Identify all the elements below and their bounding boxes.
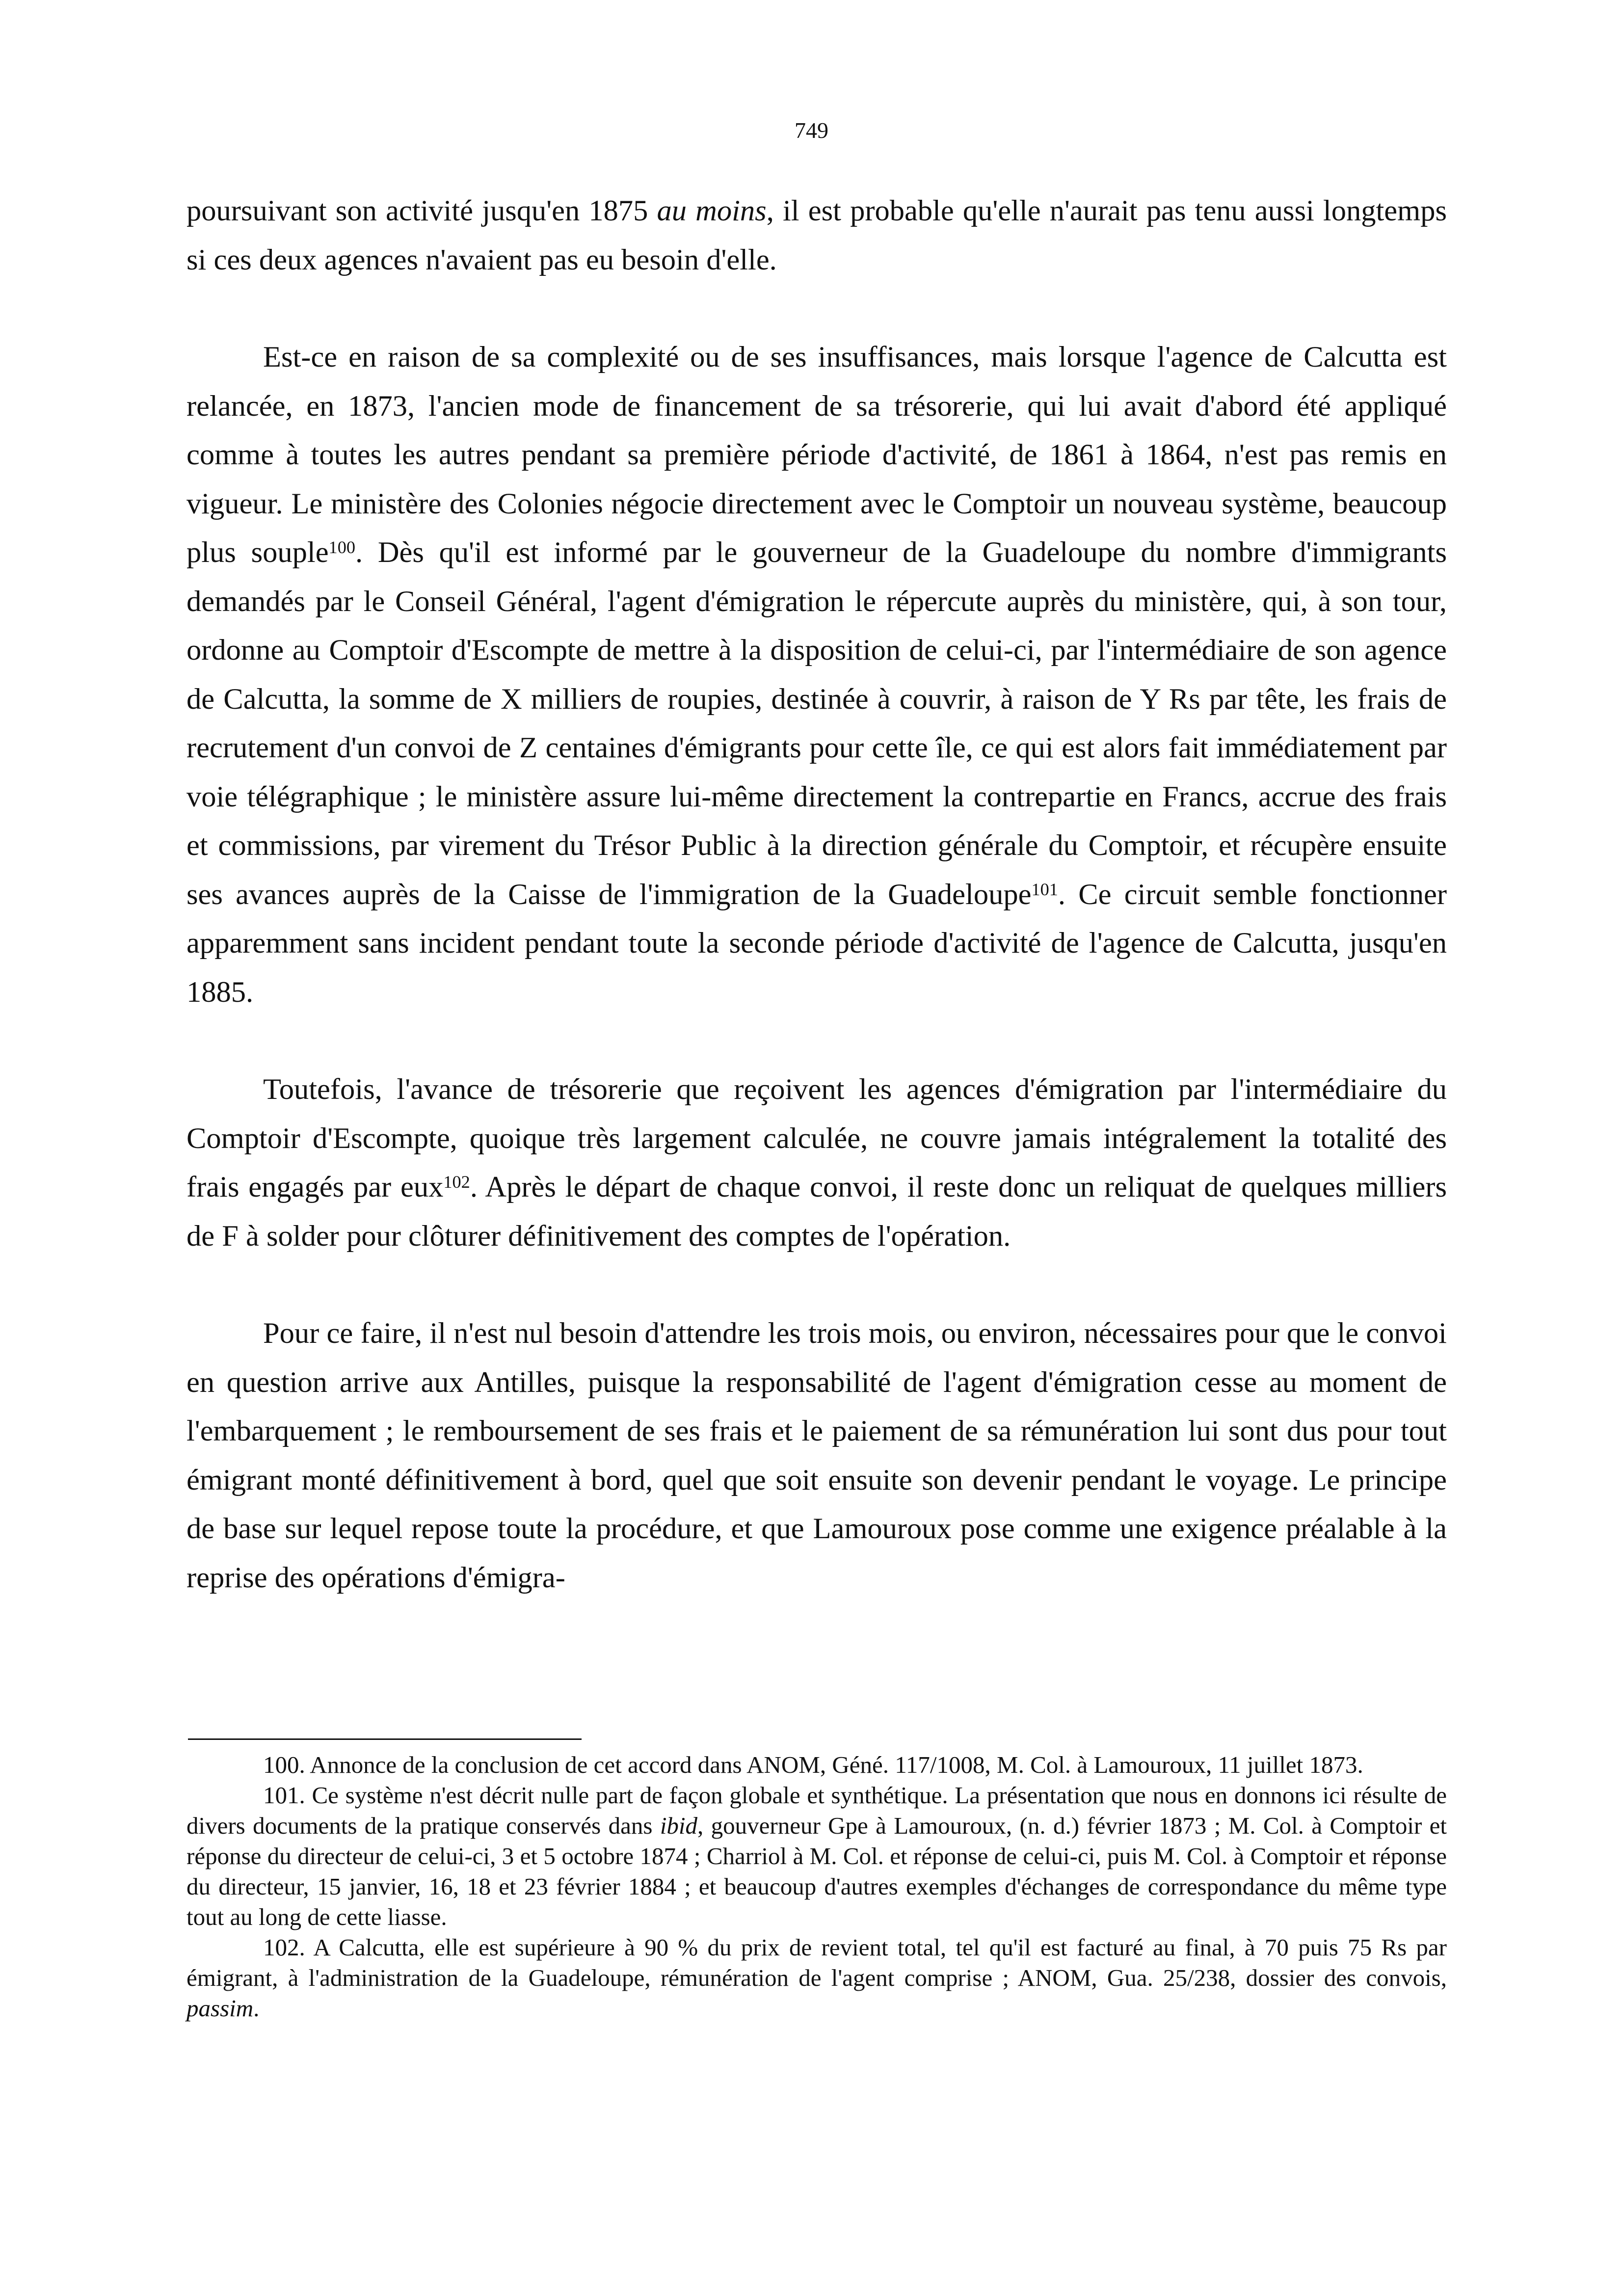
footnotes [186,1750,1447,2024]
footnote-102 [186,1932,1447,2024]
footnote-text: 100. Annonce de la conclusion de cet accord dans ANOM, Géné. 117/1008, M. Col. à Lamouroux, 11 juillet 1873. [263,1751,1363,1778]
paragraph-1 [186,187,1447,284]
text-segment: Pour ce faire, il n'est nul besoin d'attendre les trois mois, ou environ, nécessaires pour que le convoi en question arrive aux Antilles, puisque la responsabilité de l'agent d'émigration cesse au moment de l'embarquement ; le remboursement de ses frais et le paiement de sa rémunération lui sont dus pour tout émigrant monté définitivement à bord, quel que soit ensuite son devenir pendant le voyage. Le principe de base sur lequel repose toute la procédure, et que Lamouroux pose comme une exigence préalable à la reprise des opérations d'émigra- [186,1317,1447,1594]
footnote-text-italic: passim [186,1995,254,2022]
text-segment: poursuivant son activité jusqu'en 1875 [186,194,657,227]
body-text [186,187,1447,1602]
text-segment: Est-ce en raison de sa complexité ou de ses insuffisances, mais lorsque l'agence de Calcutta est relancée, en 1873, l'ancien mode de financement de sa trésorerie, qui lui avait d'abord été appliqué comme à toutes les autres pendant sa première période d'activité, de 1861 à 1864, n'est pas remis en vigueur. Le ministère des Colonies négocie directement avec le Comptoir un nouveau système, beaucoup plus souple [186,341,1447,569]
text-segment: , il est probable qu'elle n'aurait pas tenu aussi longtemps si ces deux agences n'avaient pas eu besoin d'elle. [186,194,1447,276]
footnote-separator [188,1738,582,1740]
footnote-101 [186,1780,1447,1932]
footnote-text: 101. Ce système n'est décrit nulle part de façon globale et synthétique. La présentation que nous en donnons ici résulte de divers documents de la pratique conservés dans [186,1782,1447,1839]
footnote-ref-102[interactable]: 102 [443,1172,470,1192]
text-segment: . Dès qu'il est informé par le gouverneur de la Guadeloupe du nombre d'immigrants demandés par le Conseil Général, l'agent d'émigration le répercute auprès du ministère, qui, à son tour, ordonne au Comptoir d'Escompte de mettre à la disposition de celui-ci, par l'intermédiaire de son agence de Calcutta, la somme de X milliers de roupies, destinée à couvrir, à raison de Y Rs par tête, les frais de recrutement d'un convoi de Z centaines d'émigrants pour cette île, ce qui est alors fait immédiatement par voie télégraphique ; le ministère assure lui-même directement la contrepartie en Francs, accrue des frais et commissions, par virement du Trésor Public à la direction générale du Comptoir, et récupère ensuite ses avances auprès de la Caisse de l'immigration de la Guadeloupe [186,536,1447,911]
paragraph-4 [186,1309,1447,1602]
text-segment: . Après le départ de chaque convoi, il reste donc un reliquat de quelques milliers de F à solder pour clôturer définitivement des comptes de l'opération. [186,1171,1447,1253]
page-number: 749 [795,118,828,143]
footnote-100 [186,1750,1447,1780]
footnote-text: . [253,1995,260,2022]
text-segment-italic: au moins [657,194,767,227]
text-segment: . Ce circuit semble fonctionner apparemment sans incident pendant toute la seconde période d'activité de l'agence de Calcutta, jusqu'en 1885. [186,878,1447,1009]
footnote-text-italic: ibid [660,1812,698,1839]
footnote-text: 102. A Calcutta, elle est supérieure à 90 % du prix de revient total, tel qu'il est facturé au final, à 70 puis 75 Rs par émigrant, à l'administration de la Guadeloupe, rémunération de l'agent comprise ; ANOM, Gua. 25/238, dossier des convois, [186,1934,1447,1991]
footnote-ref-101[interactable]: 101 [1031,879,1058,899]
paragraph-2 [186,333,1447,1016]
paragraph-3 [186,1065,1447,1260]
footnote-text: , gouverneur Gpe à Lamouroux, (n. d.) février 1873 ; M. Col. à Comptoir et réponse du directeur de celui-ci, 3 et 5 octobre 1874 ; Charriol à M. Col. et réponse de celui-ci, puis M. Col. à Comptoir et réponse du directeur, 15 janvier, 16, 18 et 23 février 1884 ; et beaucoup d'autres exemples d'échanges de correspondance du même type tout au long de cette liasse. [186,1812,1447,1930]
footnote-ref-100[interactable]: 100 [328,537,355,557]
text-segment: Toutefois, l'avance de trésorerie que reçoivent les agences d'émigration par l'intermédiaire du Comptoir d'Escompte, quoique très largement calculée, ne couvre jamais intégralement la totalité des frais engagés par eux [186,1073,1447,1203]
